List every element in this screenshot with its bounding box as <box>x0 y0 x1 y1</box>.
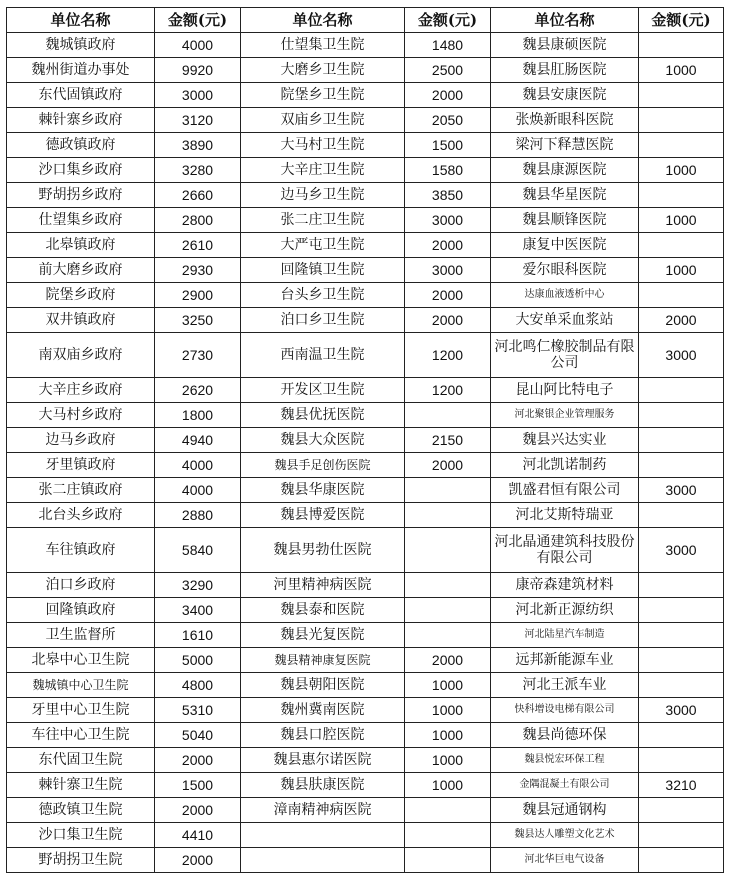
unit-name-cell: 大磨乡卫生院 <box>241 58 405 83</box>
unit-name-cell: 大辛庄乡政府 <box>7 378 155 403</box>
amount-cell: 2730 <box>155 333 241 378</box>
unit-name-cell: 东代固镇政府 <box>7 83 155 108</box>
amount-cell: 3000 <box>405 208 491 233</box>
amount-cell: 2880 <box>155 503 241 528</box>
table-row <box>7 378 724 403</box>
amount-cell: 1610 <box>155 623 241 648</box>
amount-cell: 2000 <box>639 308 724 333</box>
table-row <box>7 183 724 208</box>
unit-name-cell: 南双庙乡政府 <box>7 333 155 378</box>
amount-cell <box>639 648 724 673</box>
header-amount-3: 金额(元) <box>639 8 724 33</box>
amount-cell: 3890 <box>155 133 241 158</box>
unit-name-cell: 卫生监督所 <box>7 623 155 648</box>
amount-cell <box>639 823 724 848</box>
unit-name-cell: 德政镇卫生院 <box>7 798 155 823</box>
header-amount-2: 金额(元) <box>405 8 491 33</box>
unit-name-cell: 边马乡政府 <box>7 428 155 453</box>
unit-name-cell: 双井镇政府 <box>7 308 155 333</box>
amount-cell: 2660 <box>155 183 241 208</box>
unit-name-cell: 魏县安康医院 <box>491 83 639 108</box>
unit-name-cell: 泊口乡卫生院 <box>241 308 405 333</box>
amount-cell: 1000 <box>405 673 491 698</box>
amount-cell: 2000 <box>155 748 241 773</box>
amount-cell <box>405 573 491 598</box>
unit-name-cell: 魏县达人雕塑文化艺术 <box>491 823 639 848</box>
table-row <box>7 798 724 823</box>
unit-name-cell: 魏县悦宏环保工程 <box>491 748 639 773</box>
unit-name-cell: 西南温卫生院 <box>241 333 405 378</box>
unit-name-cell: 双庙乡卫生院 <box>241 108 405 133</box>
amount-cell: 1500 <box>405 133 491 158</box>
unit-name-cell: 魏城镇中心卫生院 <box>7 673 155 698</box>
unit-name-cell: 张二庄卫生院 <box>241 208 405 233</box>
unit-name-cell: 河北新正源纺织 <box>491 598 639 623</box>
unit-name-cell: 牙里中心卫生院 <box>7 698 155 723</box>
amount-cell <box>405 798 491 823</box>
amount-cell: 4000 <box>155 453 241 478</box>
unit-name-cell: 魏县华星医院 <box>491 183 639 208</box>
amount-cell: 2900 <box>155 283 241 308</box>
unit-name-cell: 魏县顺锋医院 <box>491 208 639 233</box>
unit-name-cell: 车往镇政府 <box>7 528 155 573</box>
amount-cell: 2000 <box>405 453 491 478</box>
amount-cell: 2620 <box>155 378 241 403</box>
amount-cell: 1480 <box>405 33 491 58</box>
table-row <box>7 308 724 333</box>
unit-name-cell: 大马村乡政府 <box>7 403 155 428</box>
table-row <box>7 748 724 773</box>
unit-name-cell: 东代固卫生院 <box>7 748 155 773</box>
unit-name-cell <box>241 848 405 873</box>
amount-cell <box>405 403 491 428</box>
table-row <box>7 158 724 183</box>
unit-name-cell: 北台头乡政府 <box>7 503 155 528</box>
amount-cell: 3250 <box>155 308 241 333</box>
table-row <box>7 258 724 283</box>
unit-name-cell: 大安单采血浆站 <box>491 308 639 333</box>
amount-cell <box>405 598 491 623</box>
amount-cell: 4000 <box>155 33 241 58</box>
amount-cell <box>405 848 491 873</box>
unit-name-cell: 魏县康源医院 <box>491 158 639 183</box>
amount-cell <box>639 233 724 258</box>
unit-name-cell: 大辛庄卫生院 <box>241 158 405 183</box>
unit-name-cell: 回隆镇卫生院 <box>241 258 405 283</box>
unit-name-cell: 快科增设电梯有限公司 <box>491 698 639 723</box>
amount-cell: 2150 <box>405 428 491 453</box>
amount-cell <box>639 183 724 208</box>
amount-cell: 2000 <box>155 848 241 873</box>
table-row <box>7 33 724 58</box>
amount-cell: 9920 <box>155 58 241 83</box>
unit-name-cell: 魏县冠通钢构 <box>491 798 639 823</box>
donation-table <box>6 7 724 873</box>
amount-cell: 3000 <box>639 333 724 378</box>
amount-cell: 3290 <box>155 573 241 598</box>
table-row <box>7 133 724 158</box>
unit-name-cell: 北皋镇政府 <box>7 233 155 258</box>
unit-name-cell: 河北王派车业 <box>491 673 639 698</box>
amount-cell: 2000 <box>405 648 491 673</box>
amount-cell <box>639 83 724 108</box>
unit-name-cell: 魏县男勃仕医院 <box>241 528 405 573</box>
amount-cell: 1200 <box>405 333 491 378</box>
amount-cell: 1000 <box>405 698 491 723</box>
amount-cell <box>639 503 724 528</box>
unit-name-cell: 院堡乡卫生院 <box>241 83 405 108</box>
amount-cell: 2000 <box>405 233 491 258</box>
amount-cell: 1000 <box>639 158 724 183</box>
unit-name-cell: 河里精神病医院 <box>241 573 405 598</box>
amount-cell: 2000 <box>155 798 241 823</box>
table-row <box>7 83 724 108</box>
table-row <box>7 623 724 648</box>
amount-cell: 3210 <box>639 773 724 798</box>
amount-cell: 1200 <box>405 378 491 403</box>
amount-cell <box>405 503 491 528</box>
unit-name-cell: 魏县朝阳医院 <box>241 673 405 698</box>
table-row <box>7 573 724 598</box>
amount-cell: 5000 <box>155 648 241 673</box>
amount-cell <box>639 848 724 873</box>
amount-cell: 4940 <box>155 428 241 453</box>
table-row <box>7 403 724 428</box>
unit-name-cell: 魏县康硕医院 <box>491 33 639 58</box>
table-row <box>7 58 724 83</box>
amount-cell: 3000 <box>639 528 724 573</box>
amount-cell <box>405 623 491 648</box>
unit-name-cell: 金隅混凝土有限公司 <box>491 773 639 798</box>
amount-cell: 1800 <box>155 403 241 428</box>
amount-cell: 3280 <box>155 158 241 183</box>
unit-name-cell: 魏州街道办事处 <box>7 58 155 83</box>
amount-cell: 4410 <box>155 823 241 848</box>
unit-name-cell: 院堡乡政府 <box>7 283 155 308</box>
unit-name-cell: 爱尔眼科医院 <box>491 258 639 283</box>
unit-name-cell: 河北鸣仁橡胶制品有限公司 <box>491 333 639 378</box>
table-row <box>7 698 724 723</box>
unit-name-cell: 魏县尚德环保 <box>491 723 639 748</box>
amount-cell <box>639 428 724 453</box>
unit-name-cell: 沙口集卫生院 <box>7 823 155 848</box>
table-row <box>7 478 724 503</box>
amount-cell: 1000 <box>639 58 724 83</box>
unit-name-cell: 昆山阿比特电子 <box>491 378 639 403</box>
amount-cell <box>405 528 491 573</box>
unit-name-cell: 德政镇政府 <box>7 133 155 158</box>
amount-cell: 1000 <box>639 258 724 283</box>
unit-name-cell: 魏县泰和医院 <box>241 598 405 623</box>
amount-cell: 3850 <box>405 183 491 208</box>
amount-cell: 2930 <box>155 258 241 283</box>
amount-cell: 3000 <box>639 478 724 503</box>
unit-name-cell: 野胡拐卫生院 <box>7 848 155 873</box>
amount-cell <box>639 453 724 478</box>
amount-cell: 1580 <box>405 158 491 183</box>
unit-name-cell: 梁河下释慧医院 <box>491 133 639 158</box>
unit-name-cell: 漳南精神病医院 <box>241 798 405 823</box>
table-row <box>7 848 724 873</box>
amount-cell: 3000 <box>155 83 241 108</box>
unit-name-cell: 北皋中心卫生院 <box>7 648 155 673</box>
amount-cell: 5840 <box>155 528 241 573</box>
amount-cell <box>639 623 724 648</box>
table-row <box>7 453 724 478</box>
unit-name-cell: 魏县肤康医院 <box>241 773 405 798</box>
amount-cell: 3120 <box>155 108 241 133</box>
unit-name-cell: 魏州冀南医院 <box>241 698 405 723</box>
unit-name-cell: 牙里镇政府 <box>7 453 155 478</box>
amount-cell <box>639 283 724 308</box>
header-amount-1: 金额(元) <box>155 8 241 33</box>
amount-cell: 2800 <box>155 208 241 233</box>
unit-name-cell: 河北聚银企业管理服务 <box>491 403 639 428</box>
unit-name-cell: 河北华巨电气设备 <box>491 848 639 873</box>
amount-cell <box>639 673 724 698</box>
table-row <box>7 723 724 748</box>
unit-name-cell: 河北艾斯特瑞亚 <box>491 503 639 528</box>
amount-cell: 2000 <box>405 283 491 308</box>
unit-name-cell: 凯盛君恒有限公司 <box>491 478 639 503</box>
amount-cell: 1500 <box>155 773 241 798</box>
table-row <box>7 208 724 233</box>
amount-cell <box>639 598 724 623</box>
unit-name-cell: 魏县口腔医院 <box>241 723 405 748</box>
amount-cell: 3000 <box>639 698 724 723</box>
unit-name-cell: 河北晶通建筑科技股份有限公司 <box>491 528 639 573</box>
amount-cell <box>405 478 491 503</box>
amount-cell: 2000 <box>405 308 491 333</box>
amount-cell <box>639 798 724 823</box>
amount-cell: 1000 <box>405 773 491 798</box>
unit-name-cell: 魏城镇政府 <box>7 33 155 58</box>
table-body <box>7 33 724 873</box>
amount-cell <box>639 378 724 403</box>
unit-name-cell: 魏县手足创伤医院 <box>241 453 405 478</box>
unit-name-cell: 魏县大众医院 <box>241 428 405 453</box>
unit-name-cell: 回隆镇政府 <box>7 598 155 623</box>
amount-cell: 5040 <box>155 723 241 748</box>
unit-name-cell: 开发区卫生院 <box>241 378 405 403</box>
unit-name-cell: 魏县优抚医院 <box>241 403 405 428</box>
amount-cell <box>639 33 724 58</box>
unit-name-cell: 仕望集乡政府 <box>7 208 155 233</box>
unit-name-cell: 大严屯卫生院 <box>241 233 405 258</box>
table-row <box>7 108 724 133</box>
unit-name-cell: 康帝森建筑材料 <box>491 573 639 598</box>
amount-cell <box>639 573 724 598</box>
unit-name-cell: 远邦新能源车业 <box>491 648 639 673</box>
unit-name-cell: 魏县惠尔诺医院 <box>241 748 405 773</box>
unit-name-cell: 前大磨乡政府 <box>7 258 155 283</box>
amount-cell: 3400 <box>155 598 241 623</box>
unit-name-cell: 张焕新眼科医院 <box>491 108 639 133</box>
unit-name-cell: 河北陆星汽车制造 <box>491 623 639 648</box>
amount-cell <box>639 133 724 158</box>
header-name-1: 单位名称 <box>7 8 155 33</box>
amount-cell <box>639 723 724 748</box>
table-row <box>7 823 724 848</box>
amount-cell: 3000 <box>405 258 491 283</box>
table-row <box>7 283 724 308</box>
amount-cell <box>639 108 724 133</box>
amount-cell: 5310 <box>155 698 241 723</box>
unit-name-cell: 魏县华康医院 <box>241 478 405 503</box>
unit-name-cell: 车往中心卫生院 <box>7 723 155 748</box>
table-row <box>7 773 724 798</box>
amount-cell: 2050 <box>405 108 491 133</box>
amount-cell: 2610 <box>155 233 241 258</box>
table-row <box>7 528 724 573</box>
unit-name-cell: 魏县光复医院 <box>241 623 405 648</box>
amount-cell: 2000 <box>405 83 491 108</box>
unit-name-cell: 边马乡卫生院 <box>241 183 405 208</box>
amount-cell: 1000 <box>405 723 491 748</box>
table-row <box>7 428 724 453</box>
unit-name-cell: 棘针寨乡政府 <box>7 108 155 133</box>
table-row <box>7 233 724 258</box>
unit-name-cell: 河北凯诺制药 <box>491 453 639 478</box>
amount-cell: 2500 <box>405 58 491 83</box>
unit-name-cell: 张二庄镇政府 <box>7 478 155 503</box>
table-row <box>7 648 724 673</box>
amount-cell: 1000 <box>405 748 491 773</box>
unit-name-cell: 魏县肛肠医院 <box>491 58 639 83</box>
header-name-3: 单位名称 <box>491 8 639 33</box>
unit-name-cell: 野胡拐乡政府 <box>7 183 155 208</box>
amount-cell: 4800 <box>155 673 241 698</box>
table-row <box>7 503 724 528</box>
unit-name-cell: 大马村卫生院 <box>241 133 405 158</box>
unit-name-cell <box>241 823 405 848</box>
unit-name-cell: 台头乡卫生院 <box>241 283 405 308</box>
amount-cell <box>639 748 724 773</box>
unit-name-cell: 沙口集乡政府 <box>7 158 155 183</box>
unit-name-cell: 达康血液透析中心 <box>491 283 639 308</box>
unit-name-cell: 棘针寨卫生院 <box>7 773 155 798</box>
unit-name-cell: 仕望集卫生院 <box>241 33 405 58</box>
amount-cell: 1000 <box>639 208 724 233</box>
table-row <box>7 598 724 623</box>
unit-name-cell: 康复中医医院 <box>491 233 639 258</box>
header-row <box>7 8 724 33</box>
amount-cell: 4000 <box>155 478 241 503</box>
header-name-2: 单位名称 <box>241 8 405 33</box>
unit-name-cell: 魏县博爱医院 <box>241 503 405 528</box>
unit-name-cell: 魏县精神康复医院 <box>241 648 405 673</box>
table-row <box>7 673 724 698</box>
amount-cell <box>639 403 724 428</box>
table-row <box>7 333 724 378</box>
unit-name-cell: 泊口乡政府 <box>7 573 155 598</box>
amount-cell <box>405 823 491 848</box>
unit-name-cell: 魏县兴达实业 <box>491 428 639 453</box>
